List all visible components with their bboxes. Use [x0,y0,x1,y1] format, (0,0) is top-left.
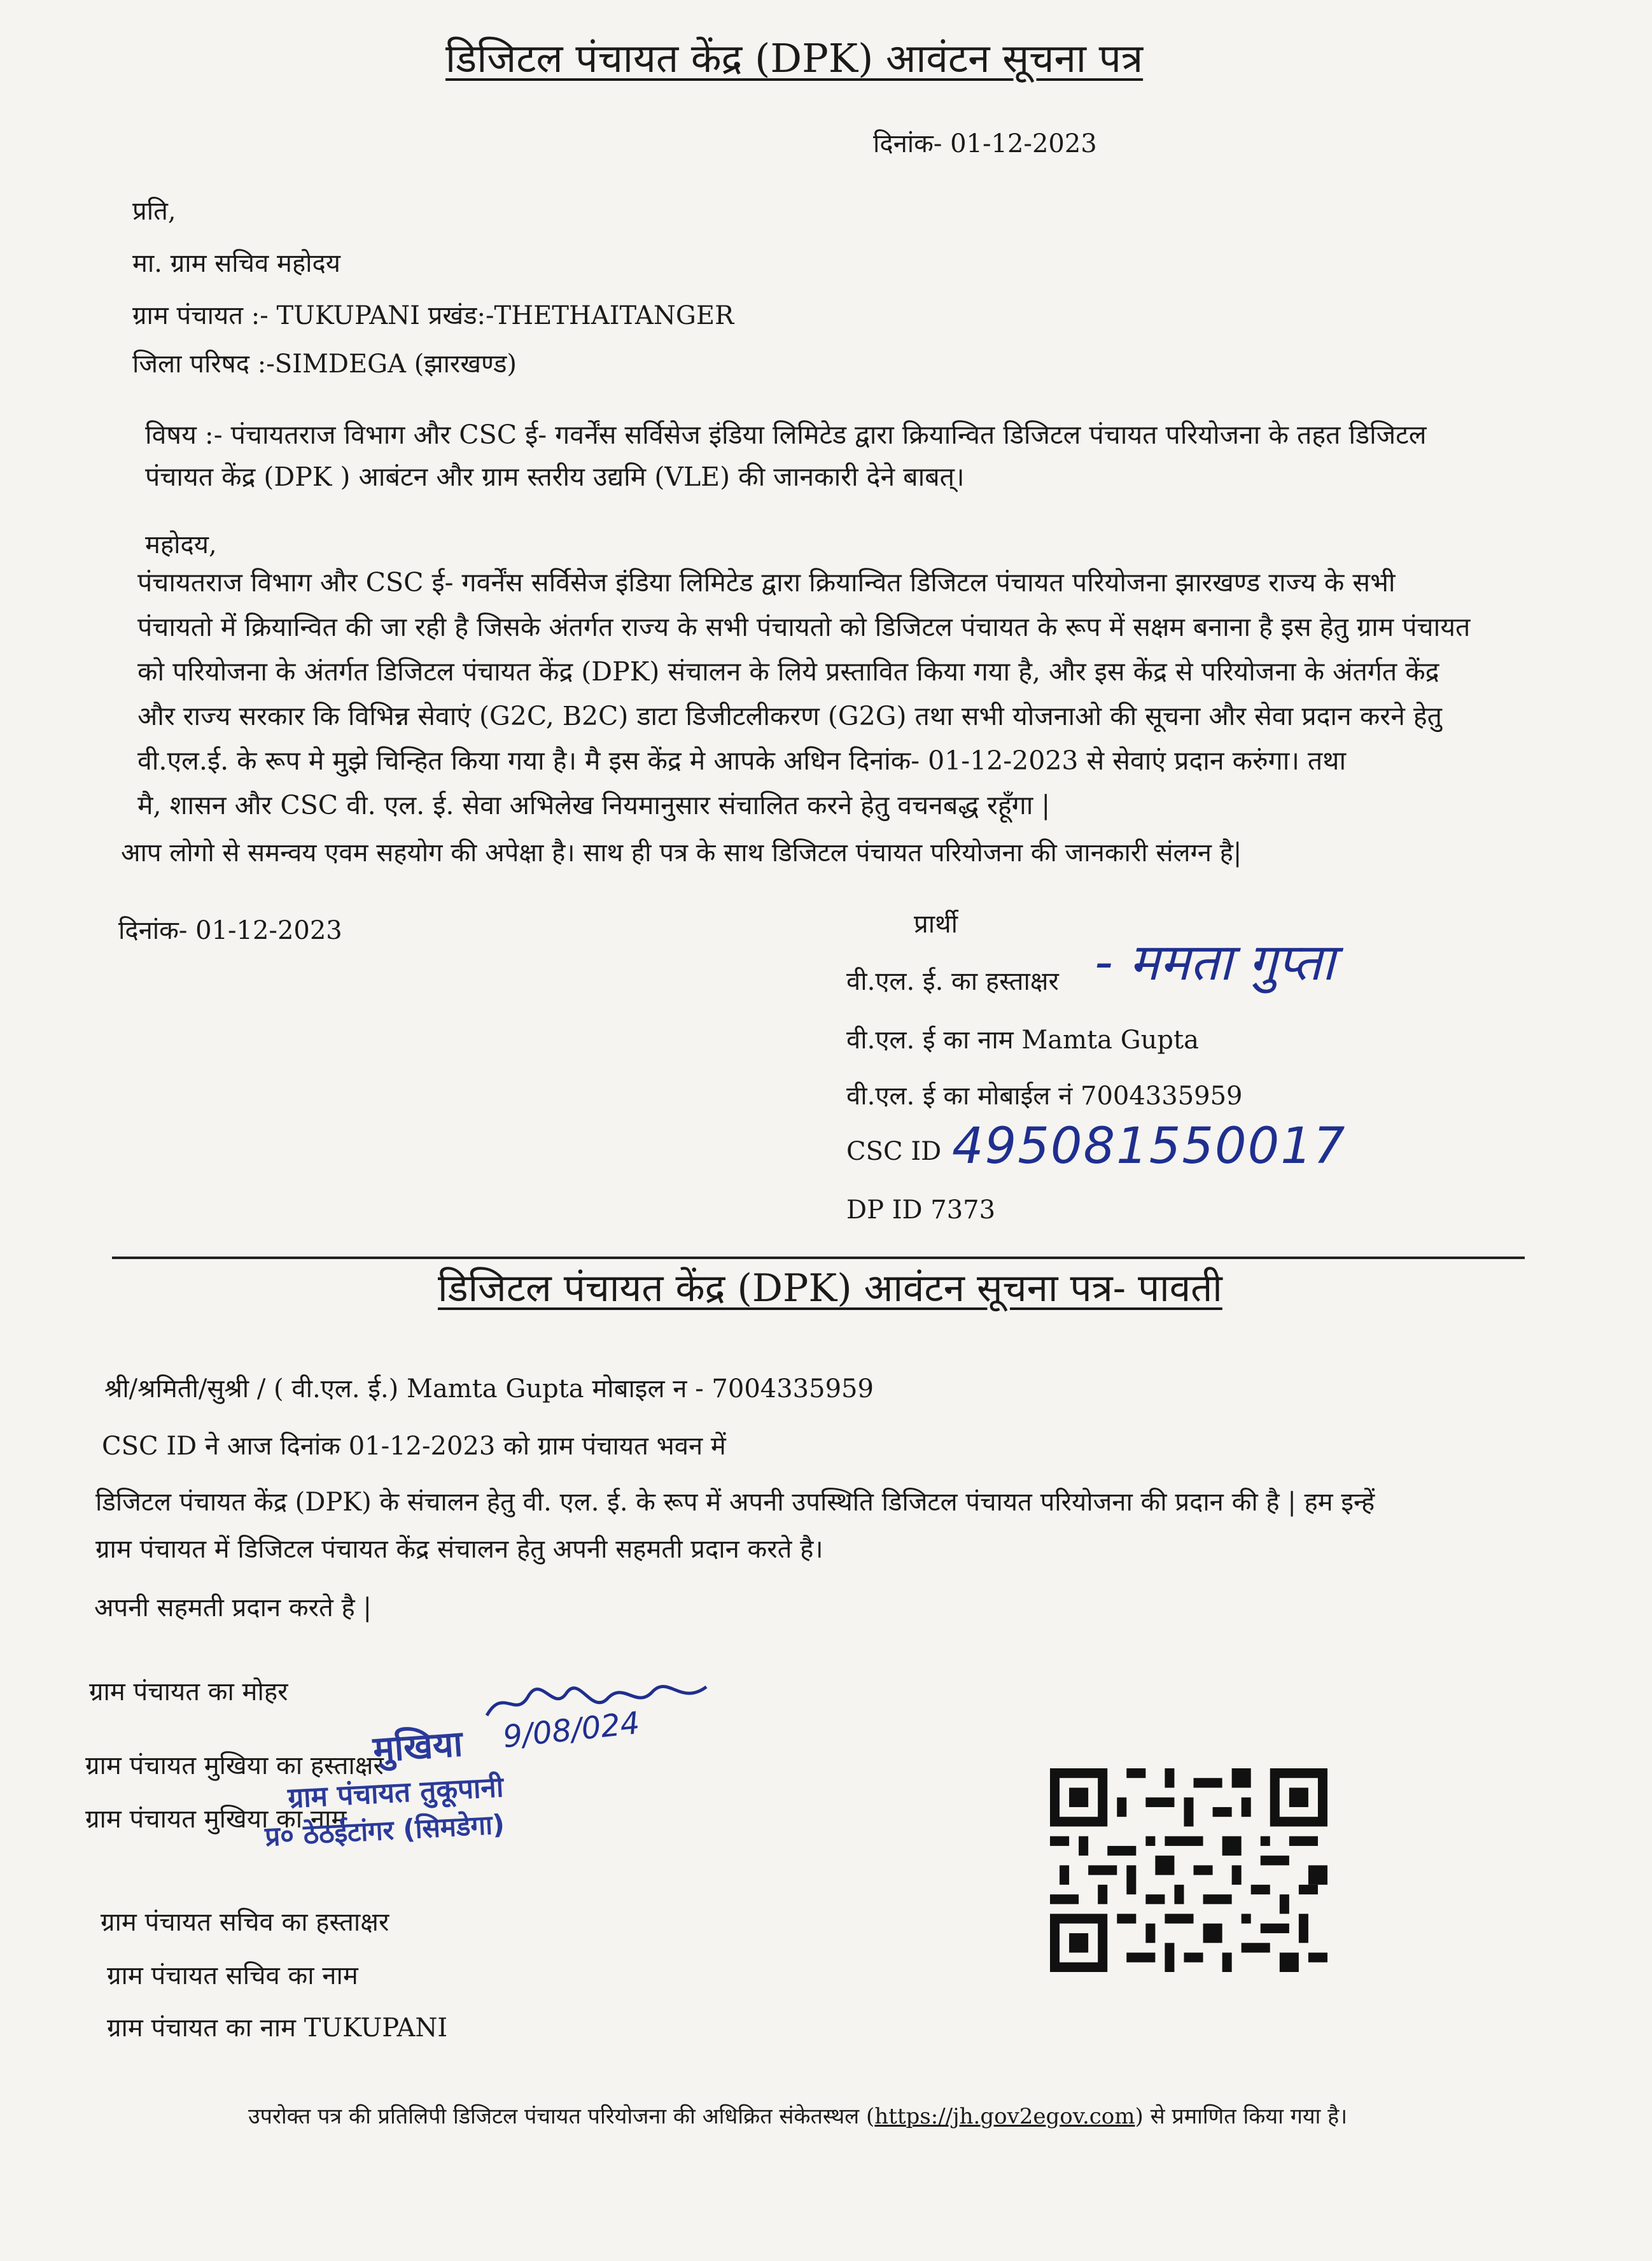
csc-id-label: CSC ID [846,1137,942,1166]
receipt-csc-line: CSC ID ने आज दिनांक 01-12-2023 को ग्राम पंचायत भवन में [102,1432,726,1461]
letter-title: डिजिटल पंचायत केंद्र (DPK) आवंटन सूचना पत्र [445,35,1144,81]
receipt-text-line-2: ग्राम पंचायत में डिजिटल पंचायत केंद्र संचालन हेतु अपनी सहमती प्रदान करते है। [95,1535,823,1564]
receipt-title: डिजिटल पंचायत केंद्र (DPK) आवंटन सूचना पत्र- पावती [438,1266,1222,1311]
vle-signature-label: वी.एल. ई. का हस्ताक्षर [846,967,1059,996]
footer-link[interactable]: https://jh.gov2egov.com [874,2104,1135,2129]
secretary-signature-label: ग्राम पंचायत सचिव का हस्ताक्षर [101,1908,389,1937]
body-line: मै, शासन और CSC वी. एल. ई. सेवा अभिलेख नियमानुसार संचालित करने हेतु वचनबद्ध रहूँगा | [137,790,1051,821]
footer-note [248,2101,1347,2130]
footer-prefix: उपरोक्त पत्र की प्रतिलिपी डिजिटल पंचायत परियोजना की अधिक्रित संकेतस्थल ( [248,2104,875,2129]
panchayat-line: ग्राम पंचायत :- TUKUPANI प्रखंड:-THETHAITANGER [132,301,734,330]
subject-line-1: विषय :- पंचायतराज विभाग और CSC ई- गवर्नेंस सर्विसेज इंडिया लिमिटेड द्वारा क्रियान्वित डिजिटल पंचायत परियोजना के तहत डिजिटल [145,419,1427,450]
addressee: मा. ग्राम सचिव महोदय [132,249,340,278]
seal-label: ग्राम पंचायत का मोहर [89,1677,288,1707]
salutation: महोदय, [145,530,217,560]
dp-id: DP ID 7373 [846,1195,996,1225]
body-closing: आप लोगो से समन्वय एवम सहयोग की अपेक्षा है। साथ ही पत्र के साथ डिजिटल पंचायत परियोजना की जानकारी संलग्न है| [121,838,1242,868]
qr-code-icon [1050,1768,1327,1972]
mukhiya-name-label: ग्राम पंचायत मुखिया का नाम [85,1805,347,1834]
mukhiya-stamp-block: प्र० ठेठईटांगर (सिमडेगा) [264,1808,506,1852]
body-line: और राज्य सरकार कि विभिन्न सेवाएं (G2C, B2C) डाटा डिजीटलीकरण (G2G) तथा सभी योजनाओ की सूचना और सेवा प्रदान करने हेतु [137,701,1443,731]
body-line: को परियोजना के अंतर्गत डिजिटल पंचायत केंद्र (DPK) संचालन के लिये प्रस्तावित किया गया है, और इस केंद्र से परियोजना के अंतर्गत केंद्र [137,656,1439,687]
footer-suffix: ) से प्रमाणित किया गया है। [1135,2104,1348,2129]
receipt-consent: अपनी सहमती प्रदान करते है | [94,1593,372,1623]
body-line: पंचायतो में क्रियान्वित की जा रही है जिसके अंतर्गत राज्य के सभी पंचायतो को डिजिटल पंचायत के रूप में सक्षम बनाना है इस हेतु ग्राम पंचायत [137,612,1471,642]
csc-id-handwritten: 495081550017 [952,1118,1347,1175]
body-line: वी.एल.ई. के रूप मे मुझे चिन्हित किया गया है। मै इस केंद्र मे आपके अधिन दिनांक- 01-12-2023 से सेवाएं प्रदान करुंगा। तथा [137,745,1347,776]
district-line: जिला परिषद :-SIMDEGA (झारखण्ड) [132,349,517,379]
section-divider [112,1257,1525,1259]
vle-mobile: वी.एल. ई का मोबाईल नं 7004335959 [846,1081,1243,1111]
body-line: पंचायतराज विभाग और CSC ई- गवर्नेंस सर्विसेज इंडिया लिमिटेड द्वारा क्रियान्वित डिजिटल पंचायत परियोजना झारखण्ड राज्य के सभी [137,567,1396,598]
receipt-text-line-1: डिजिटल पंचायत केंद्र (DPK) के संचालन हेतु वी. एल. ई. के रूप में अपनी उपस्थिति डिजिटल पंचायत परियोजना की प्रदान की है | हम इन्हें [95,1488,1375,1517]
secretary-name-label: ग्राम पंचायत सचिव का नाम [107,1961,358,1990]
receipt-vle-line: श्री/श्रमिती/सुश्री / ( वी.एल. ई.) Mamta Gupta मोबाइल न - 7004335959 [104,1374,874,1404]
vle-name: वी.एल. ई का नाम Mamta Gupta [846,1025,1199,1055]
header-date: दिनांक- 01-12-2023 [873,129,1097,158]
mukhiya-signature-label: ग्राम पंचायत मुखिया का हस्ताक्षर [85,1751,384,1780]
subject-line-2: पंचायत केंद्र (DPK ) आबंटन और ग्राम स्तरीय उद्यमि (VLE) की जानकारी देने बाबत्। [145,461,965,492]
mukhiya-stamp-panchayat: ग्राम पंचायत तुकूपानी [287,1771,505,1815]
vle-signature: - ममता गुप्ता [1095,933,1335,992]
applicant-date: दिनांक- 01-12-2023 [118,916,342,945]
mukhiya-signature-date: 9/08/024 [501,1705,641,1756]
mukhiya-stamp-title: मुखिया [372,1723,465,1771]
subject [145,414,1532,498]
panchayat-name-line: ग्राम पंचायत का नाम TUKUPANI [107,2013,448,2043]
mukhiya-signature-scribble [484,1680,713,1725]
body-paragraph [137,560,1537,828]
applicant-label: प्रार्थी [914,910,958,939]
address-to: प्रति, [132,197,176,226]
